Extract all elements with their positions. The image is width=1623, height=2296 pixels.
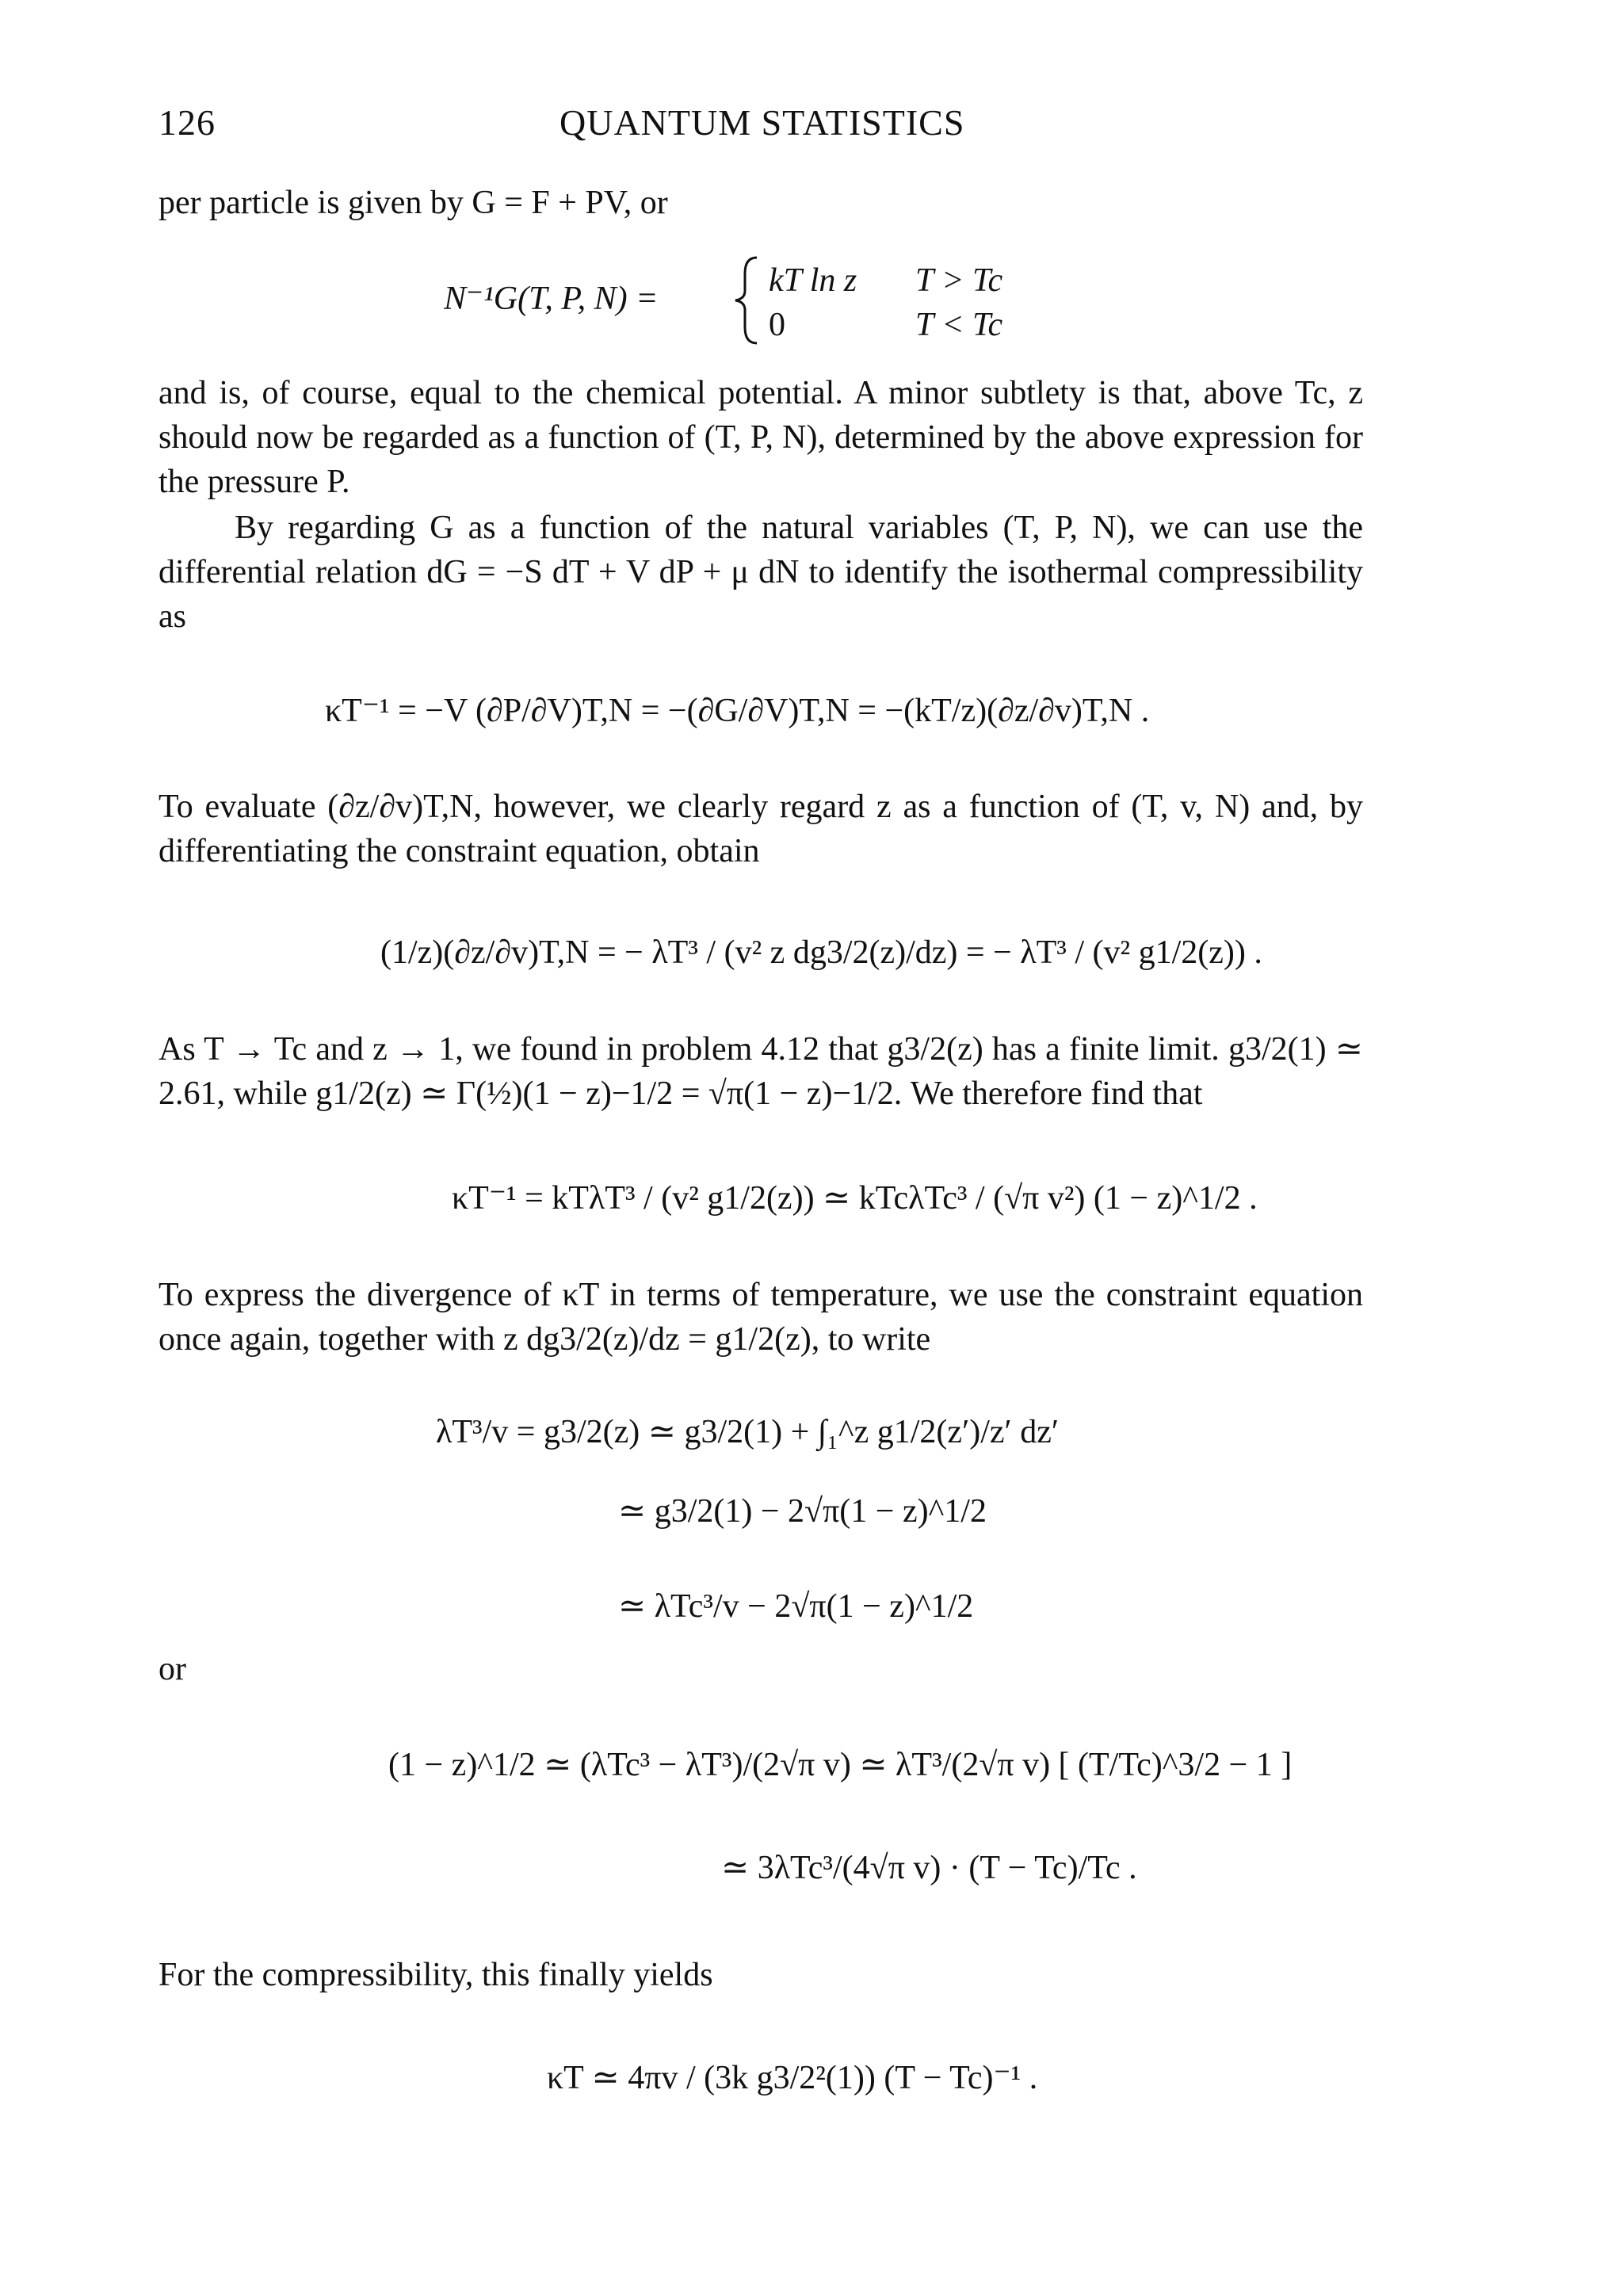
eq1-lhs: N⁻¹G(T, P, N) = bbox=[444, 281, 659, 317]
paragraph-divergence: To express the divergence of κT in terms of temperature, we use the constraint equation once again, together with z dg3/2(z)/dz = g1/2(z), to write bbox=[158, 1277, 1363, 1358]
eq1-left-brace bbox=[735, 258, 757, 343]
eq6-line1: (1 − z)^1/2 ≃ (λTc³ − λT³)/(2√π v) ≃ λT³/(2√π v) [ (T/Tc)^3/2 − 1 ] bbox=[388, 1747, 1293, 1783]
eq5-line2: ≃ g3/2(1) − 2√π(1 − z)^1/2 bbox=[618, 1493, 987, 1530]
paragraph-evaluate-derivative: To evaluate (∂z/∂v)T,N, however, we clearly regard z as a function of (T, v, N) and, by differentiating the constraint equation, obtain bbox=[158, 789, 1363, 869]
equation-derivative-z bbox=[372, 904, 1323, 1007]
eq1-case2-cond: T < Tc bbox=[915, 307, 1003, 343]
eq1-case1-cond: T > Tc bbox=[915, 262, 1003, 299]
eq3-text: (1/z)(∂z/∂v)T,N = − λT³ / (v² z dg3/2(z)/dz) = − λT³ / (v² g1/2(z)) . bbox=[380, 934, 1262, 971]
equation-gibbs-piecewise bbox=[444, 250, 1078, 349]
eq2-text: κT⁻¹ = −V (∂P/∂V)T,N = −(∂G/∂V)T,N = −(kT/z)(∂z/∂v)T,N . bbox=[325, 693, 1150, 729]
eq1-case1-value: kT ln z bbox=[769, 262, 857, 299]
page-number: 126 bbox=[158, 102, 216, 143]
eq5-line3: ≃ λTc³/v − 2√π(1 − z)^1/2 bbox=[618, 1588, 974, 1625]
equation-one-minus-z bbox=[380, 1704, 1363, 1926]
paragraph-compressibility: By regarding G as a function of the natural variables (T, P, N), we can use the differential relation dG = −S dT + V dP + μ dN to identify the isothermal compressibility as bbox=[158, 510, 1363, 635]
running-title: QUANTUM STATISTICS bbox=[559, 102, 965, 143]
equation-constraint-expansion bbox=[428, 1379, 1339, 1664]
eq6-line2: ≃ 3λTc³/(4√π v) · (T − Tc)/Tc . bbox=[721, 1850, 1137, 1886]
eq4-text: κT⁻¹ = kTλT³ / (v² g1/2(z)) ≃ kTcλTc³ / (√π v²) (1 − z)^1/2 . bbox=[452, 1180, 1258, 1217]
equation-final-compressibility bbox=[539, 2029, 1252, 2132]
paragraph-final: For the compressibility, this finally yields bbox=[158, 1957, 713, 1993]
paragraph-intro: per particle is given by G = F + PV, or bbox=[158, 185, 668, 221]
paragraph-chemical-potential: and is, of course, equal to the chemical potential. A minor subtlety is that, above Tc, z should now be regarded as a function of (T, P, N), determined by the above expression for the pressure P. bbox=[158, 375, 1363, 500]
equation-compressibility bbox=[317, 658, 1347, 761]
eq7-text: κT ≃ 4πv / (3k g3/2²(1)) (T − Tc)⁻¹ . bbox=[547, 2060, 1038, 2096]
eq5-line1: λT³/v = g3/2(z) ≃ g3/2(1) + ∫₁^z g1/2(z′)/z′ dz′ bbox=[436, 1414, 1060, 1450]
eq1-case2-value: 0 bbox=[769, 307, 785, 343]
or-connector: or bbox=[158, 1651, 186, 1687]
equation-inverse-compressibility bbox=[444, 1149, 1316, 1252]
paragraph-limit: As T → Tc and z → 1, we found in problem 4.12 that g3/2(z) has a finite limit. g3/2(1) ≃ 2.61, while g1/2(z) ≃ Γ(½)(1 − z)−1/2 = √π(1 − z)−1/2. We therefore find that bbox=[158, 1031, 1363, 1112]
